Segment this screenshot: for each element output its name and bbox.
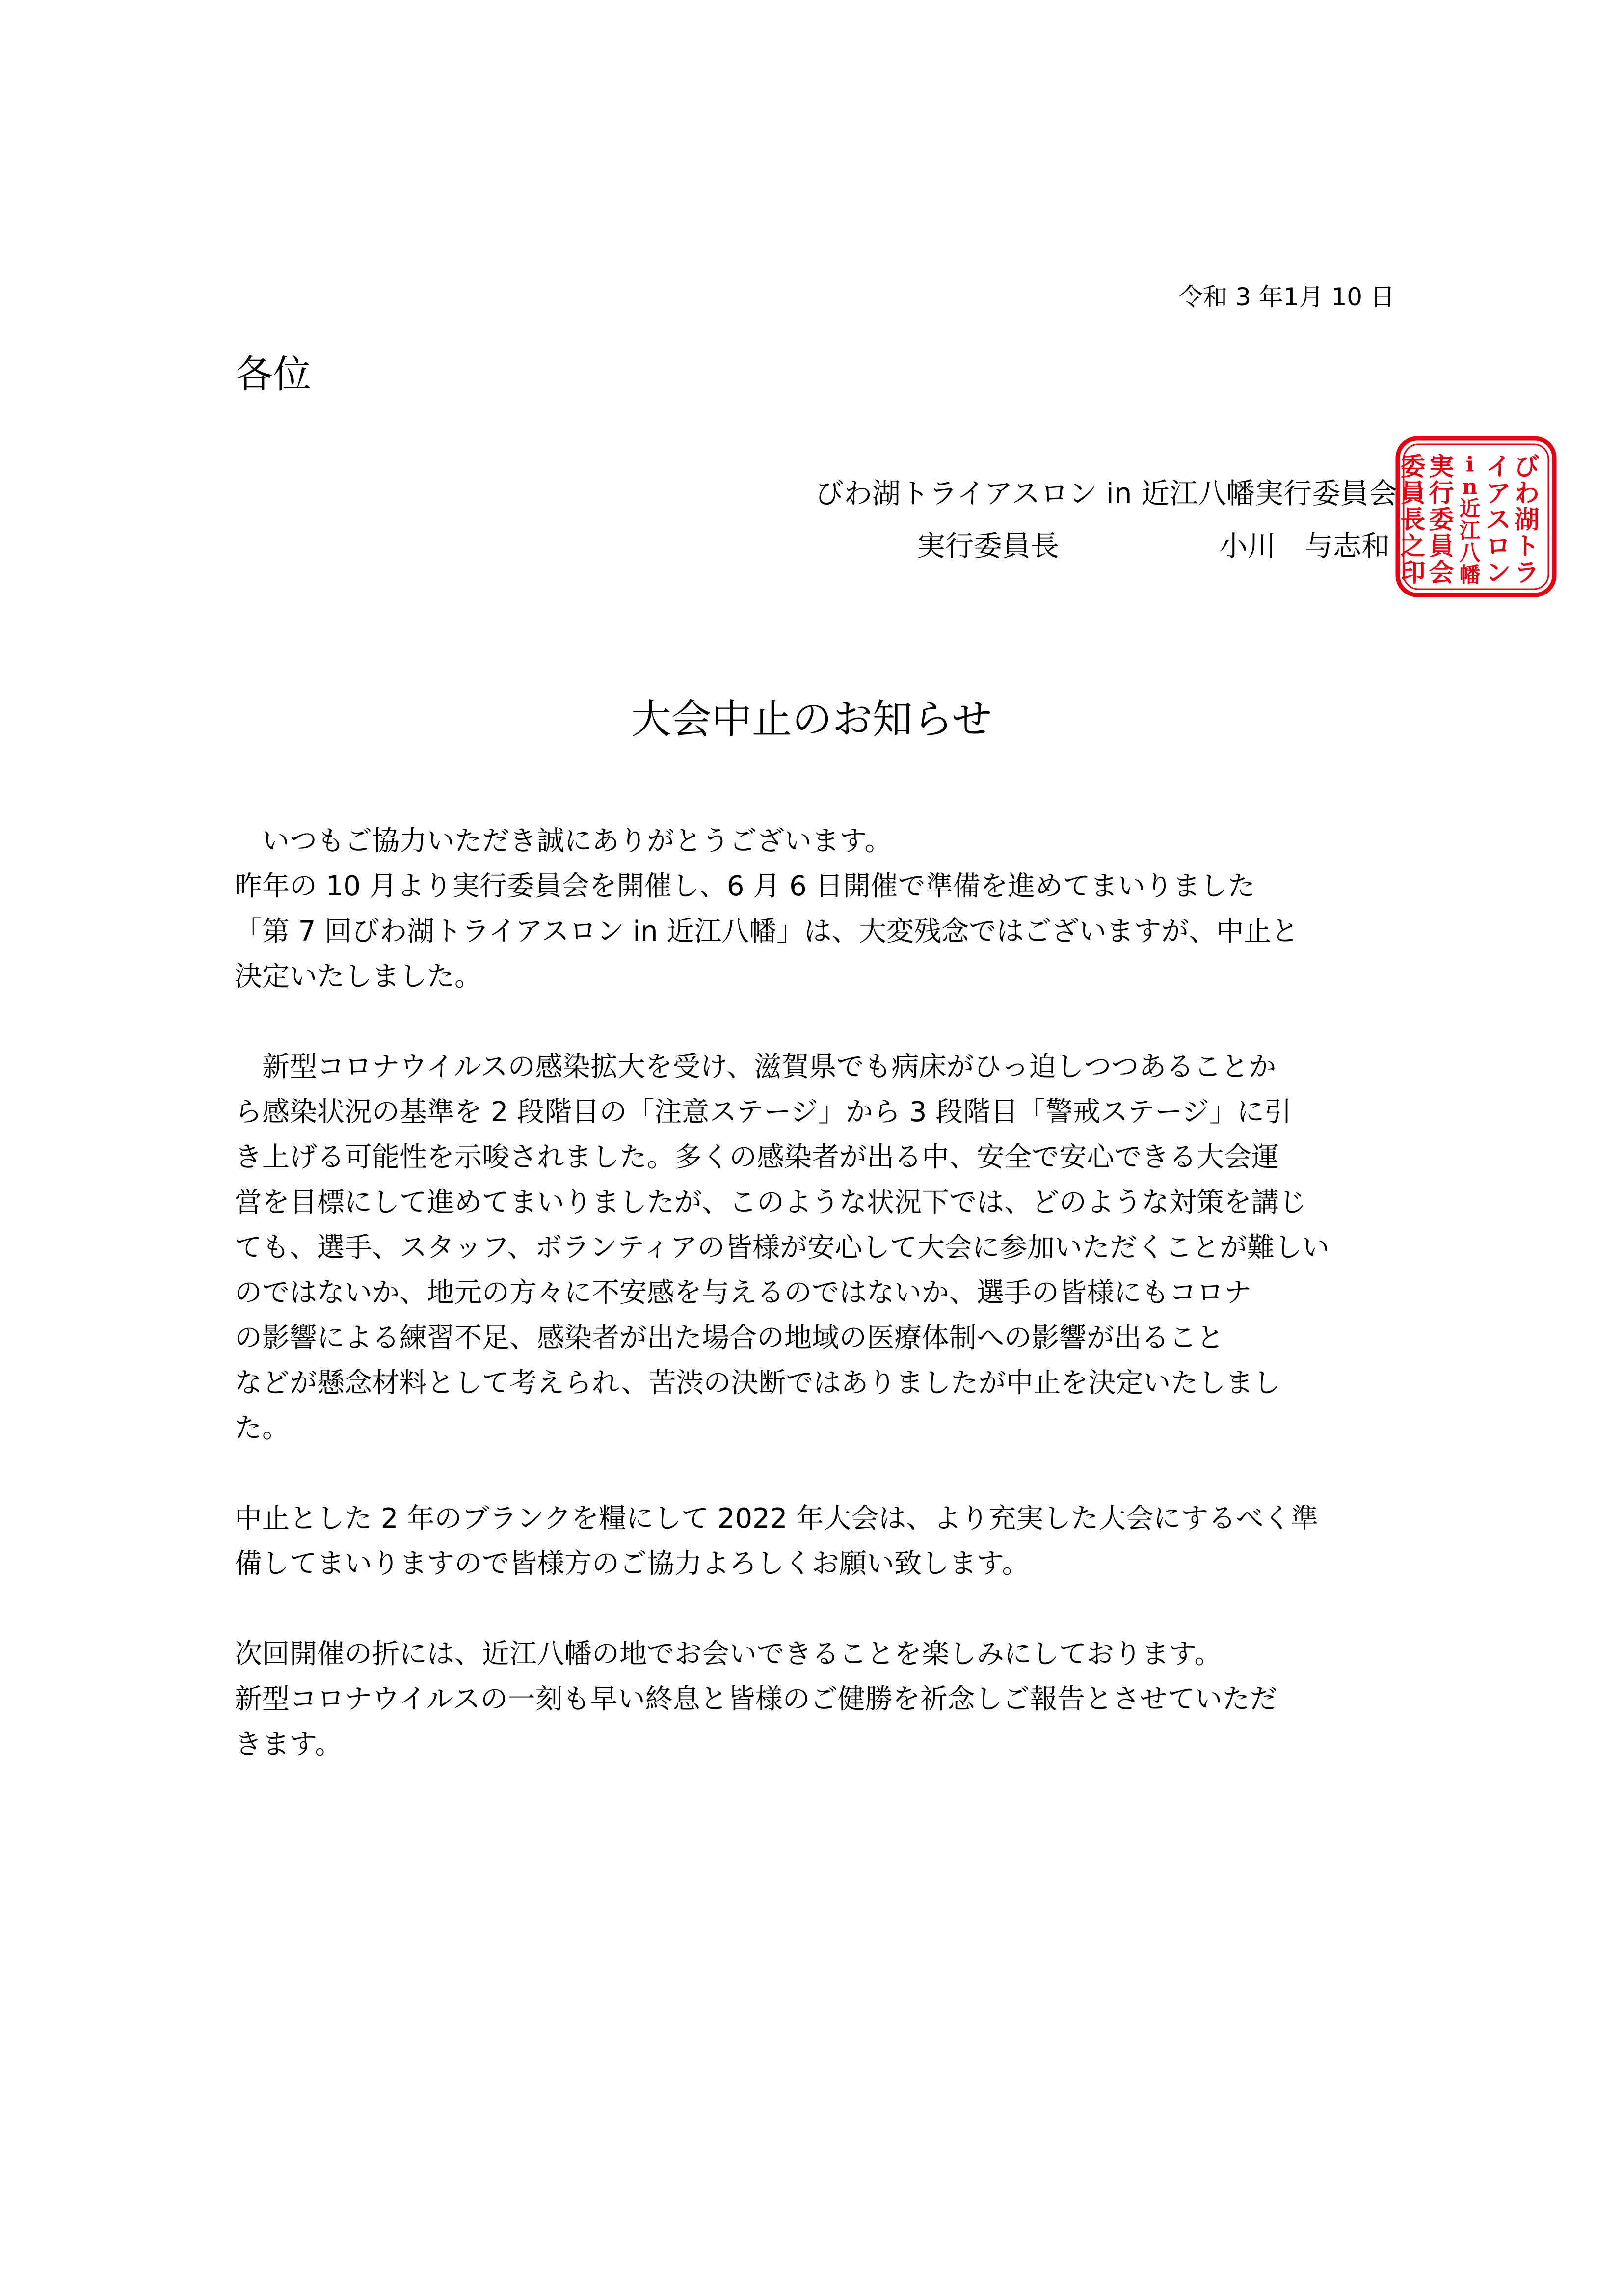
salutation: 各位	[235, 352, 312, 397]
seal-character: 八	[1459, 541, 1481, 566]
paragraph-line: などが懸念材料として考えられ、苦渋の決断ではありましたが中止を決定いたしまし	[235, 1367, 1281, 1399]
chair-name: 小川 与志和	[1219, 529, 1390, 563]
paragraph	[235, 1045, 1403, 1451]
paragraph-line: 昨年の 10 月より実行委員会を開催し、6 月 6 日開催で準備を進めてまいりました	[235, 870, 1255, 902]
seal-character: ト	[1514, 532, 1540, 562]
paragraph-line: 決定いたしました。	[235, 961, 482, 993]
paragraph-line: の影響による練習不足、感染者が出た場合の地域の医療体制への影響が出ること	[235, 1322, 1224, 1354]
seal-character: 印	[1400, 558, 1426, 588]
seal-character: 幡	[1459, 563, 1481, 588]
paragraph-gap	[235, 1587, 1403, 1632]
seal-character: n	[1462, 475, 1478, 499]
paragraph-line: 次回開催の折には、近江八幡の地でお会いできることを楽しみにしております。	[235, 1638, 1222, 1670]
seal-character: 会	[1429, 558, 1454, 588]
paragraph-line: ら感染状況の基準を 2 段階目の「注意ステージ」から 3 段階目「警戒ステージ」に引	[235, 1096, 1292, 1128]
seal-character: 員	[1429, 532, 1454, 562]
chair-title: 実行委員長	[917, 529, 1060, 563]
paragraph-line: 「第 7 回びわ湖トライアスロン in 近江八幡」は、大変残念ではございますが、中止と	[235, 916, 1299, 947]
seal-character: 委	[1429, 505, 1454, 535]
paragraph-line: いつもご協力いただき誠にありがとうございます。	[235, 825, 892, 857]
seal-character: ラ	[1514, 558, 1540, 588]
document-date: 令和 3 年1月 10 日	[1178, 283, 1395, 311]
seal-character: イ	[1486, 452, 1511, 482]
paragraph-line: た。	[235, 1412, 290, 1444]
paragraph-line: ても、選手、スタッフ、ボランティアの皆様が安心して大会に参加いただくことが難しい	[235, 1232, 1330, 1264]
seal-character: 江	[1459, 519, 1481, 543]
official-seal-stamp	[1394, 434, 1558, 599]
paragraph-line: 営を目標にして進めてまいりましたが、このような状況下では、どのような対策を講じ	[235, 1187, 1306, 1218]
document-body	[235, 819, 1403, 1767]
paragraph-gap	[235, 1451, 1403, 1496]
seal-character: 行	[1429, 479, 1454, 509]
seal-character: び	[1514, 452, 1540, 482]
paragraph-line: 新型コロナウイルスの感染拡大を受け、滋賀県でも病床がひっ迫しつつあることか	[235, 1051, 1277, 1083]
paragraph	[235, 1496, 1403, 1587]
organization-name: びわ湖トライアスロン in 近江八幡実行委員会	[815, 477, 1397, 510]
seal-character: わ	[1514, 479, 1540, 509]
seal-character: 実	[1429, 452, 1454, 482]
seal-character: ス	[1486, 505, 1511, 535]
paragraph-line: 中止とした 2 年のブランクを糧にして 2022 年大会は、より充実した大会にするべく準	[235, 1503, 1319, 1535]
seal-character: 委	[1400, 452, 1426, 482]
paragraph-line: のではないか、地元の方々に不安感を与えるのではないか、選手の皆様にもコロナ	[235, 1277, 1251, 1309]
seal-character: i	[1465, 453, 1474, 477]
paragraph	[235, 1632, 1403, 1767]
seal-character: ロ	[1486, 532, 1511, 562]
paragraph	[235, 819, 1403, 999]
seal-character: 湖	[1514, 505, 1540, 535]
paragraph-line: き上げる可能性を示唆されました。多くの感染者が出る中、安全で安心できる大会運	[235, 1141, 1279, 1173]
paragraph-gap	[235, 999, 1403, 1045]
paragraph-line: きます。	[235, 1729, 343, 1760]
seal-character: 近	[1459, 497, 1481, 521]
document-title: 大会中止のお知らせ	[631, 696, 992, 743]
seal-character: 員	[1400, 479, 1426, 509]
seal-character: ア	[1486, 479, 1511, 509]
paragraph-line: 備してまいりますので皆様方のご協力よろしくお願い致します。	[235, 1548, 1030, 1580]
seal-character: 長	[1400, 505, 1426, 535]
seal-character: 之	[1400, 532, 1426, 562]
seal-character: ン	[1486, 558, 1511, 588]
paragraph-line: 新型コロナウイルスの一刻も早い終息と皆様のご健勝を祈念しご報告とさせていただ	[235, 1683, 1277, 1715]
